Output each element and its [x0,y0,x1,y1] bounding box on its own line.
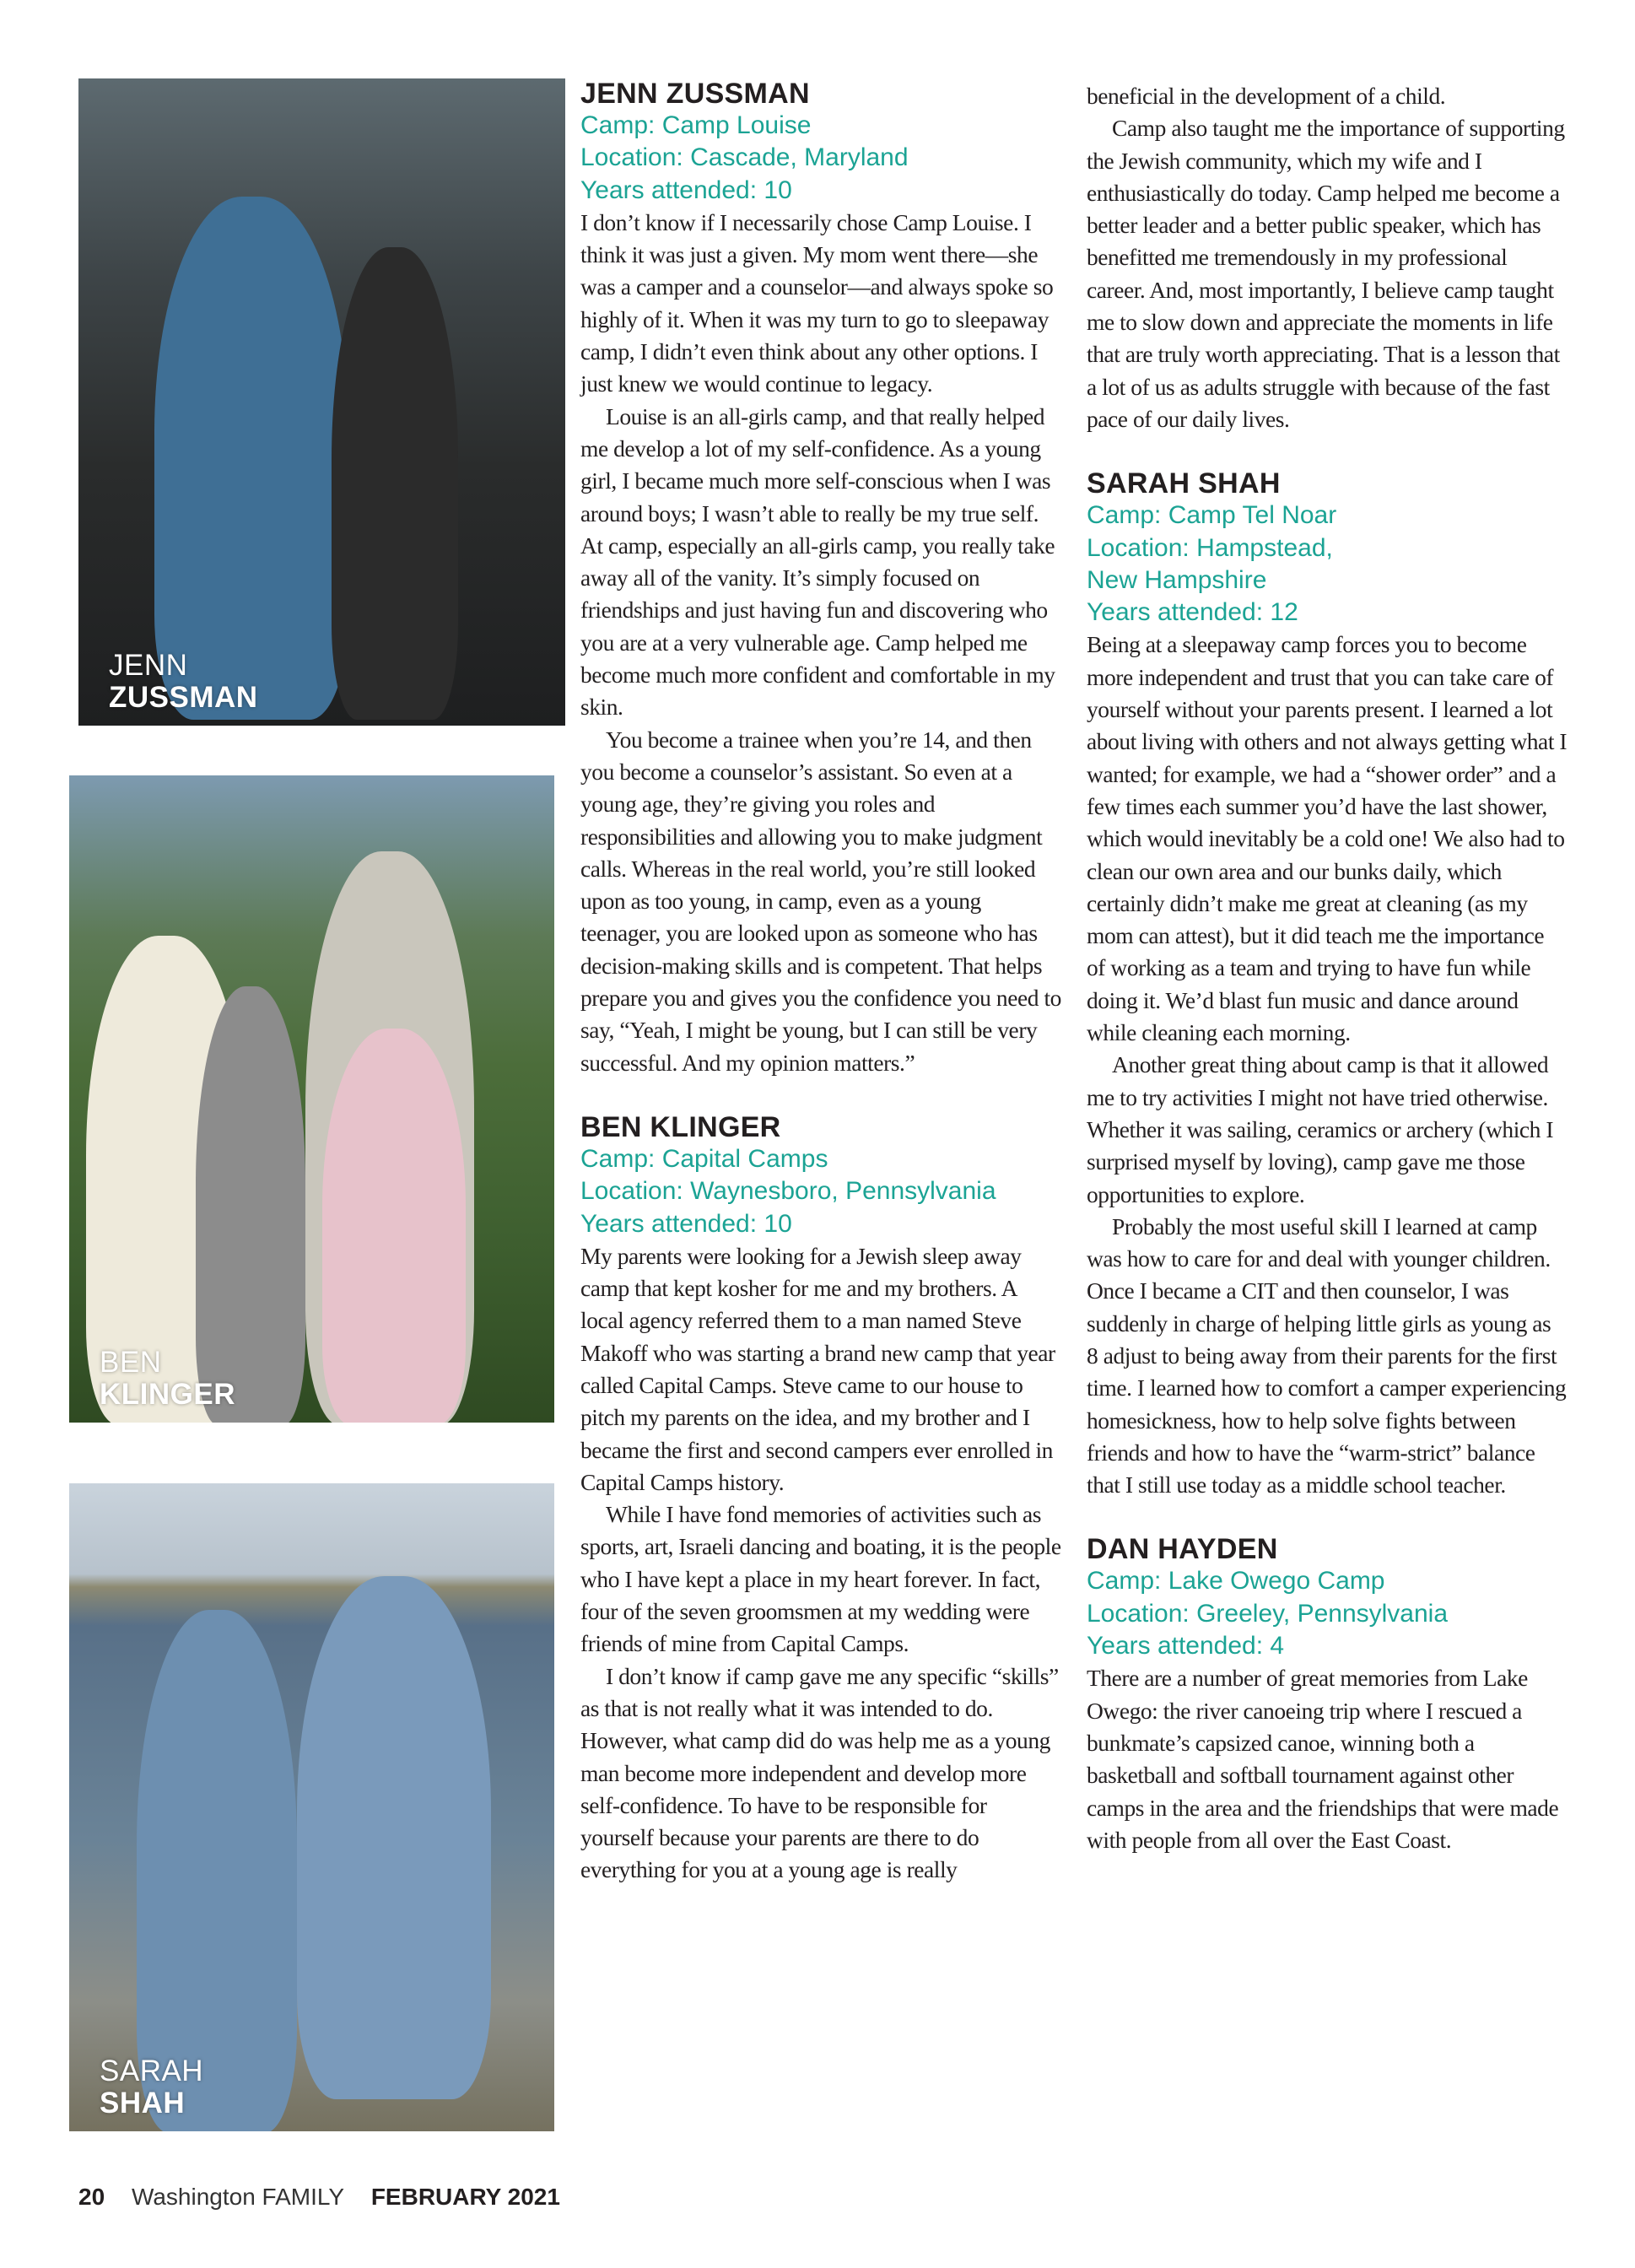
camp-location: Location: Greeley, Pennsylvania [1087,1599,1449,1628]
magazine-name: Washington FAMILY [131,2184,345,2210]
photo-caption: JENN ZUSSMAN [109,649,258,714]
camp-name: Camp: Camp Tel Noar [1087,501,1337,530]
profile-name: DAN HAYDEN [1087,1533,1278,1566]
paragraph: Another great thing about camp is that it allowed me to try activities I might not have tried otherwise. Whether it was sailing, ceramics or archery (which I surprised myself by loving), camp gave me those opportunities to explore. [1087,1051,1554,1207]
years-attended: Years attended: 4 [1087,1632,1285,1660]
paragraph: I don’t know if camp gave me any specific “skills” as that is not really what it was intended to do. However, what camp did do was help me as a young man become more independent and develop more self-confidence. To have to be responsible for yourself because your parents are there to do everything for you at a young age is really [580,1662,1059,1883]
paragraph: Louise is an all-girls camp, and that really helped me develop a lot of my self-confidence. As a young girl, I became much more self-conscious when I was around boys; I wasn’t able to really be my true self. At camp, especially an all-girls camp, you really take away all of the vanity. It’s simply focused on friendships and just having fun and discovering who you are at a very vulnerable age. Camp helped me become much more confident and comfortable in my skin. [580,402,1055,721]
profile-jenn-zussman [580,78,1063,1079]
profile-name: JENN ZUSSMAN [580,78,810,110]
photo-caption: BEN KLINGER [100,1346,235,1411]
paragraph: You become a trainee when you’re 14, and then you become a counselor’s assistant. So even at a young age, they’re giving you roles and responsibilities and allowing you to make judgment calls. Whereas in the real world, you’re still looked upon as too young, in camp, even as a young teenager, you are looked upon as someone who has decision-making skills and is competent. That helps prepare you and gives you the confidence you need to say, “Yeah, I might be young, but I can still be very successful. And my opinion matters.” [580,726,1061,1076]
paragraph: While I have fond memories of activities such as sports, art, Israeli dancing and boating, it is the people who I have kept a place in my heart forever. In fact, four of the seven groomsmen at my wedding were friends of mine from Capital Camps. [580,1501,1061,1657]
years-attended: Years attended: 10 [580,1209,792,1238]
photo-caption: SARAH SHAH [100,2055,204,2120]
photo-jenn-zussman [78,78,565,726]
camp-location: Location: Waynesboro, Pennsylvania [580,1177,996,1206]
paragraph: Being at a sleepaway camp forces you to become more independent and trust that you can take care of yourself without your parents present. I learned a lot about living with others and not always getting what I wanted; for example, we had a “shower order” and a few times each summer you’d have the last shower, which would inevitably be a cold one! We also had to clean our own area and our bunks daily, which certainly didn’t make me great at cleaning (as my mom can attest), but it did teach me the importance of working as a team and trying to have fun while doing it. We’d blast fun music and dance around while cleaning each morning. [1087,631,1568,1046]
profile-name: BEN KLINGER [580,1110,781,1143]
years-attended: Years attended: 12 [1087,598,1298,627]
profile-sarah-shah [1087,467,1568,1501]
issue-date: FEBRUARY 2021 [370,2184,560,2210]
profile-dan-hayden [1087,1533,1568,1856]
camp-name: Camp: Capital Camps [580,1144,828,1173]
page-footer [78,2184,580,2211]
profile-ben-klinger [580,1111,1063,1887]
paragraph-continued: beneficial in the development of a child. [1087,83,1446,109]
paragraph: Probably the most useful skill I learned at camp was how to care for and deal with younger children. Once I became a CIT and then counselor, I was suddenly in charge of helping little girls as young as 8 adjust to being away from their parents for the first time. I learned how to comfort a camper experiencing homesickness, how to help solve fights between friends and how to have the “warm-strict” balance that I still use today as a middle school teacher. [1087,1212,1567,1498]
camp-name: Camp: Camp Louise [580,111,812,139]
photo-sarah-shah [69,1483,554,2131]
camp-name: Camp: Lake Owego Camp [1087,1567,1385,1596]
paragraph: Camp also taught me the importance of supporting the Jewish community, which my wife and I enthusiastically do today. Camp helped me become a better leader and a better public speaker, which has benefitted me tremendously in my professional career. And, most importantly, I believe camp taught me to slow down and appreciate the moments in life that are truly worth appreciating. That is a lesson that a lot of us as adults struggle with because of the fast pace of our daily lives. [1087,115,1565,432]
camp-location: Location: Cascade, Maryland [580,143,909,172]
article-column-1 [580,78,1063,1887]
paragraph: There are a number of great memories from Lake Owego: the river canoeing trip where I rescued a bunkmate’s capsized canoe, winning both a basketball and softball tournament against other camps in the area and the friendships that were made with people from all over the East Coast. [1087,1665,1559,1853]
profile-name: SARAH SHAH [1087,467,1281,500]
paragraph: I don’t know if I necessarily chose Camp Louise. I think it was just a given. My mom went there—she was a camper and a counselor—and always spoke so highly of it. When it was my turn to go to sleepaway camp, I didn’t even think about any other options. I just knew we would continue to legacy. [580,208,1054,397]
camp-location: Location: Hampstead, New Hampshire [1087,533,1333,594]
photo-ben-klinger [69,775,554,1423]
paragraph: My parents were looking for a Jewish sleep away camp that kept kosher for me and my brothers. A local agency referred them to a man named Steve Makoff who was starting a brand new camp that year called Capital Camps. Steve came to our house to pitch my parents on the idea, and my brother and I became the first and second campers ever enrolled in Capital Camps history. [580,1242,1055,1495]
article-column-2 [1087,80,1568,1856]
page-number: 20 [78,2184,105,2210]
years-attended: Years attended: 10 [580,176,792,204]
